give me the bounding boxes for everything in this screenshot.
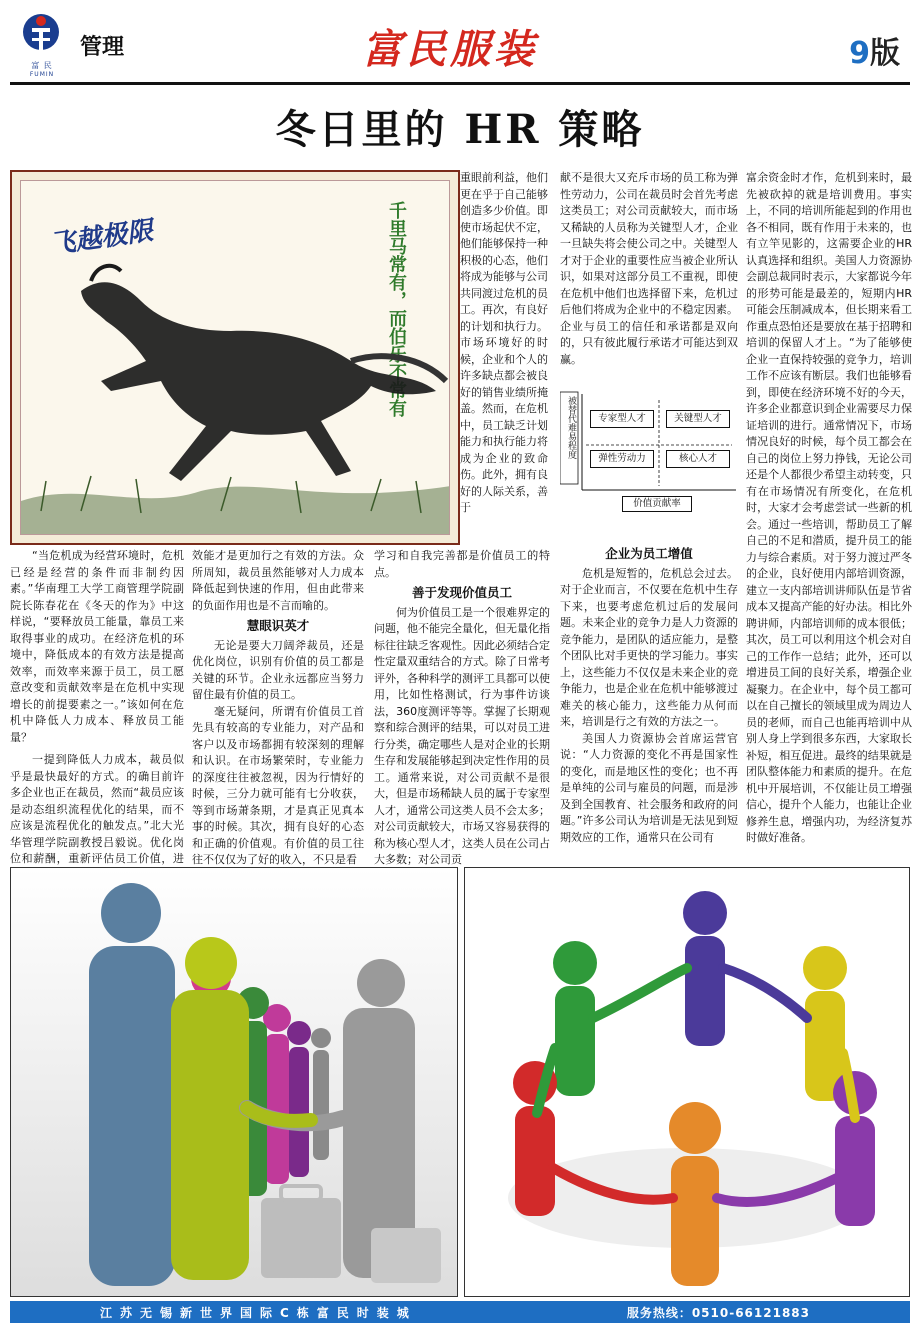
article-column-5: 富余资金时才作，危机到来时，最先被砍掉的就是培训费用。事实上，不同的培训所能起到的作用也各不相同，既有作用于未来的，也有立竿见影的，这需要企业的HR认真选择和组织。美国人力资源协会副总裁同时表示，大家都说今年的形势可能是最差的，短期内HR可能会压制减成本，但长期来看工作重点恐怕还是要放在基于招聘和培训的保留人才上。“为了能够使企业一直保持较强的竞争力，培训工作不应该有断层。我们也能够看到，即使在经济环境不好的今天，许多企业都意识到企业需要尽力保证培训的进行。通常情况下，市场情况良好的时候，每个员工都会在自己的岗位上努力挣钱，无论公司还是个人都很少希望主动转变，只有在市场情况有所变化，在危机时，大家才会考虑尝试一些新的机会。通过一些培训，帮助员工了解自己的不足和潜质，提升员工的能力与综合素质。对于努力渡过严冬的企业，良好使用内部培训资源，建立一支内部培训讲师队伍是节省成本又提高产能的好办法。相比外聘讲师，内部培训师的成本很低；其次，员工可以利用这个机会对自己的工作作一总结；此外，还可以增进员工间的良好关系，增强企业凝聚力。在企业中，每个员工都可以在自己擅长的领域里成为周边人员的老师，而自己也能再培训中从别人身上学到很多东西，大家取长补短，相互促进。最终的结果就是团队整体能力和素质的提升。在危机中开展培训，不仅能让员工增强信心，提升个人能力，也能让企业修养生息，增强内功，为经济复苏时做好准备。: [746, 171, 912, 844]
quadrant-key: 关键型人才: [666, 410, 730, 428]
newspaper-masthead: 富民服装: [362, 26, 538, 73]
article-headline: 冬日里的 HR 策略: [275, 106, 645, 153]
diagram-y-label: 被替代难易程度: [566, 396, 576, 459]
fumin-logo-icon: [20, 12, 62, 60]
horse-painting-title: 飞越极限: [47, 215, 155, 261]
section-label: 管理: [80, 35, 125, 60]
article-column-1: “当危机成为经营环境时，危机已经是经营的条件而非制约因素。”华南理工大学工商管理学院副院长陈春花在《冬天的作为》中这样说，“要释放员工能量，靠员工来取得事业的成功。在经济危机的环境中，降低成本的有效方法是提高效率，而效率来源于员工，员工愿意改变和贡献效率是在危机中实现增长的前提要素之一。”该如何在危机中降低人力成本、释放员工能量？ 一提到降低人力成本，裁员似乎是最快最好的方式。的确目前许多企业也正在裁员，然而“裁员应该是动态组织流程优化的结果，而不应该是流程优化的触发点。”北大光华管理学院副教授吕毅说。优化岗位和薪酬，重新评估员工价值，进: [10, 549, 184, 865]
galloping-horse-icon: [21, 181, 450, 535]
quadrant-core: 核心人才: [666, 450, 730, 468]
article-column-3: 学习和自我完善都是价值员工的特点。 善于发现价值员工 何为价值员工是一个很难界定的问题，他不能完全量化，但无量化指标往往缺乏客观性。因此必须结合定性定量双重结合的方式。除了日常考评外，各种科学的测评工具都可以使用，比如性格测试，行为事件访谈法，360度测评等等。掌握了长期观察和综合测评的结果，可以对员工进行分类，确定哪些人是对企业的长期生存和发展能够起到决定性作用的员工。通常来说，对公司贡献不是很大，但是市场稀缺人员的属于专家型人才，通常公司这类人员不会太多；对公司贡献较大，市场又容易获得的称为核心型人才，这类人员在公司占大多数；对公司贡: [374, 549, 550, 866]
team-circle-photo: [464, 867, 910, 1297]
talent-matrix-diagram: [560, 390, 740, 520]
footer-hotline: 服务热线：0510-66121883: [626, 1306, 810, 1320]
page-number: 9版: [849, 36, 900, 71]
logo-label: 富 民 FUMIN: [29, 61, 55, 78]
article-column-2: 效能才是更加行之有效的方法。众所周知，裁员虽然能够对人力成本降低起到快速的作用，但由此带来的负面作用也是不言而喻的。 慧眼识英才 无论是要大刀阔斧裁员，还是优化岗位，识别有价值的员工都是关键的环节。企业永远都应当努力留住最有价值的员工。 毫无疑问，所谓有价值员工首先具有较高的专业能力，对产品和客户以及市场都拥有较深刻的理解和认识。在市场繁荣时，专业能力的深度往往被忽视，因为行情好的时候，三分力就可能有七分收获，等到市场萧条期，才是真正见真本事的时候。其次，拥有良好的心态和正确的价值观。有价值的员工往往不仅仅为了好的收入，不只是看: [192, 549, 364, 866]
diagram-x-label: 价值贡献率: [622, 496, 692, 512]
horse-painting-inscription: 千里马常有，而伯乐不常有: [386, 201, 407, 417]
page-header: [0, 0, 920, 80]
footer-address: 江苏无锡新世界国际C栋富民时装城: [100, 1306, 417, 1320]
header-divider: [10, 82, 910, 85]
article-column-3-top: 重眼前利益，他们更在乎于自己能够创造多少价值。即使市场起伏不定，他们能够保持一种积极的心态，他们将成为能够与公司共同渡过危机的员工。再次，有良好的计划和执行力。市场环境好的时候，企业和个人的许多缺点都会被良好的销售业绩所掩盖。然而，在危机中，员工缺乏计划能力和执行能力将成为企业的致命伤。此外，拥有良好的人际关系，善于: [460, 171, 548, 514]
subheading-find-value: 善于发现价值员工: [411, 585, 512, 600]
article-column-4-lower: 企业为员工增值 危机是短暂的，危机总会过去。对于企业而言，不仅要在危机中生存下来，也要考虑危机过后的发展问题。未来企业的竞争力是人力资源的竞争能力，是团队的适应能力，是整个团队比对手更快的学习能力。事实上，这些能力不仅仅是未来企业的竞争能力，也是企业在危机中能够渡过难关的核心能力，这些能力从何而来，培训是行之有效的方法之一。 美国人力资源协会首席运营官说：“人力资源的变化不再是国家性的变化，而是地区性的变化；也不再是单纯的公司与雇员的问题，而是涉及到全国教育、社会服务和政府的问题。”许多公司认为培训是无法见到短期效应的工作，通常只在公司有: [560, 546, 738, 844]
quadrant-flexible: 弹性劳动力: [590, 450, 654, 468]
horse-painting: [10, 170, 460, 545]
handshake-figures-photo: [10, 867, 458, 1297]
quadrant-expert: 专家型人才: [590, 410, 654, 428]
team-circle-icon: [465, 868, 910, 1297]
handshake-figures-icon: [11, 868, 458, 1297]
page-footer: [10, 1301, 910, 1323]
subheading-talent: 慧眼识英才: [246, 618, 310, 633]
article-column-4: 献不是很大又充斥市场的员工称为弹性劳动力，公司在裁员时会首先考虑这类员工；对公司贡献较大，而市场又稀缺的人员称为关键型人才，企业一旦缺失将会使公司之中。关键型人才对于企业的重要性应当被企业所认识，如果对这部分员工不重视，即使在危机中他们也选择留下来，危机过后他们将成为企业中的不稳定因素。企业与员工的信任和承诺都是双向的，只有彼此履行承诺才可能达到双赢。: [560, 171, 738, 366]
subheading-employee-value: 企业为员工增值: [605, 546, 693, 561]
